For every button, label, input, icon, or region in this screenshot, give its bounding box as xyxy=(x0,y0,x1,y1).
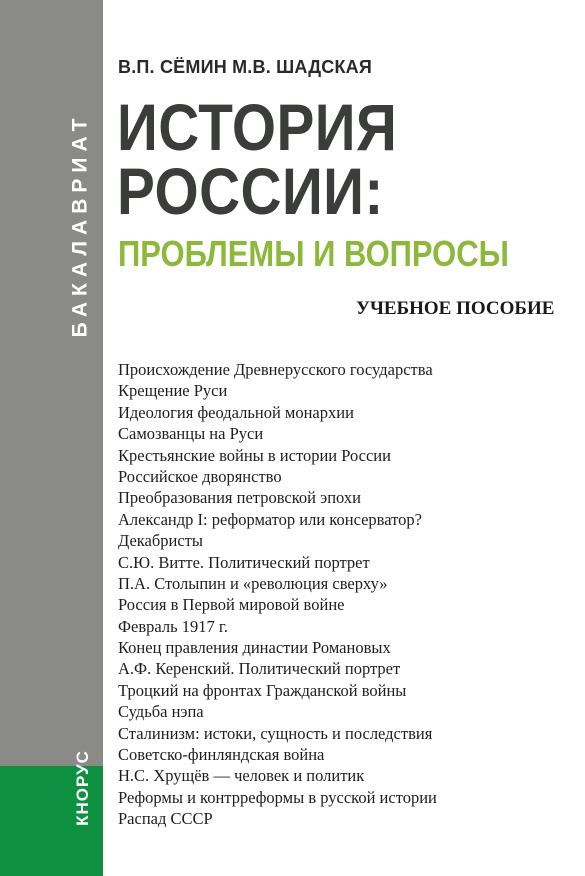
series-label xyxy=(62,80,98,370)
authors: В.П. СЁМИН М.В. ШАДСКАЯ xyxy=(118,57,373,77)
publisher-text: КНОРУС xyxy=(73,750,92,826)
contents-item: Россия в Первой мировой войне xyxy=(118,595,345,615)
contents-item: Крещение Руси xyxy=(118,381,228,401)
publisher-logo xyxy=(66,738,100,838)
book-title-line-1: ИСТОРИЯ xyxy=(117,90,398,164)
contents-item: Идеология феодальной монархии xyxy=(118,402,354,422)
contents-item: Самозванцы на Руси xyxy=(118,424,264,444)
contents-item: Крестьянские войны в истории России xyxy=(118,445,391,465)
book-subtitle: ПРОБЛЕМЫ И ВОПРОСЫ xyxy=(118,233,509,274)
contents-item: Советско-финляндская война xyxy=(118,745,325,765)
contents-item: Судьба нэпа xyxy=(118,702,204,722)
book-title-line-2: РОССИИ: xyxy=(117,154,384,228)
book-type: УЧЕБНОЕ ПОСОБИЕ xyxy=(356,298,555,319)
contents-item: Реформы и контрреформы в русской истории xyxy=(118,787,437,807)
contents-item: Преобразования петровской эпохи xyxy=(118,488,361,508)
contents-item: Н.С. Хрущёв — человек и политик xyxy=(118,766,365,786)
contents-item: Александр I: реформатор или консерватор? xyxy=(118,509,422,529)
contents-item: С.Ю. Витте. Политический портрет xyxy=(118,552,370,572)
contents-item: Происхождение Древнерусского государства xyxy=(118,360,433,379)
contents-item: Троцкий на фронтах Гражданской войны xyxy=(118,680,407,700)
contents-list xyxy=(118,359,578,830)
contents-item: Декабристы xyxy=(118,531,203,551)
contents-item: А.Ф. Керенский. Политический портрет xyxy=(118,659,401,679)
contents-item: Февраль 1917 г. xyxy=(118,616,228,636)
contents-item: Российское дворянство xyxy=(118,466,282,486)
contents-item: Конец правления династии Романовых xyxy=(118,638,391,658)
contents-item: П.А. Столыпин и «революция сверху» xyxy=(118,573,388,593)
contents-item: Распад СССР xyxy=(118,809,213,829)
contents-item: Сталинизм: истоки, сущность и последствия xyxy=(118,723,433,743)
series-text: БАКАЛАВРИАТ xyxy=(68,112,91,338)
